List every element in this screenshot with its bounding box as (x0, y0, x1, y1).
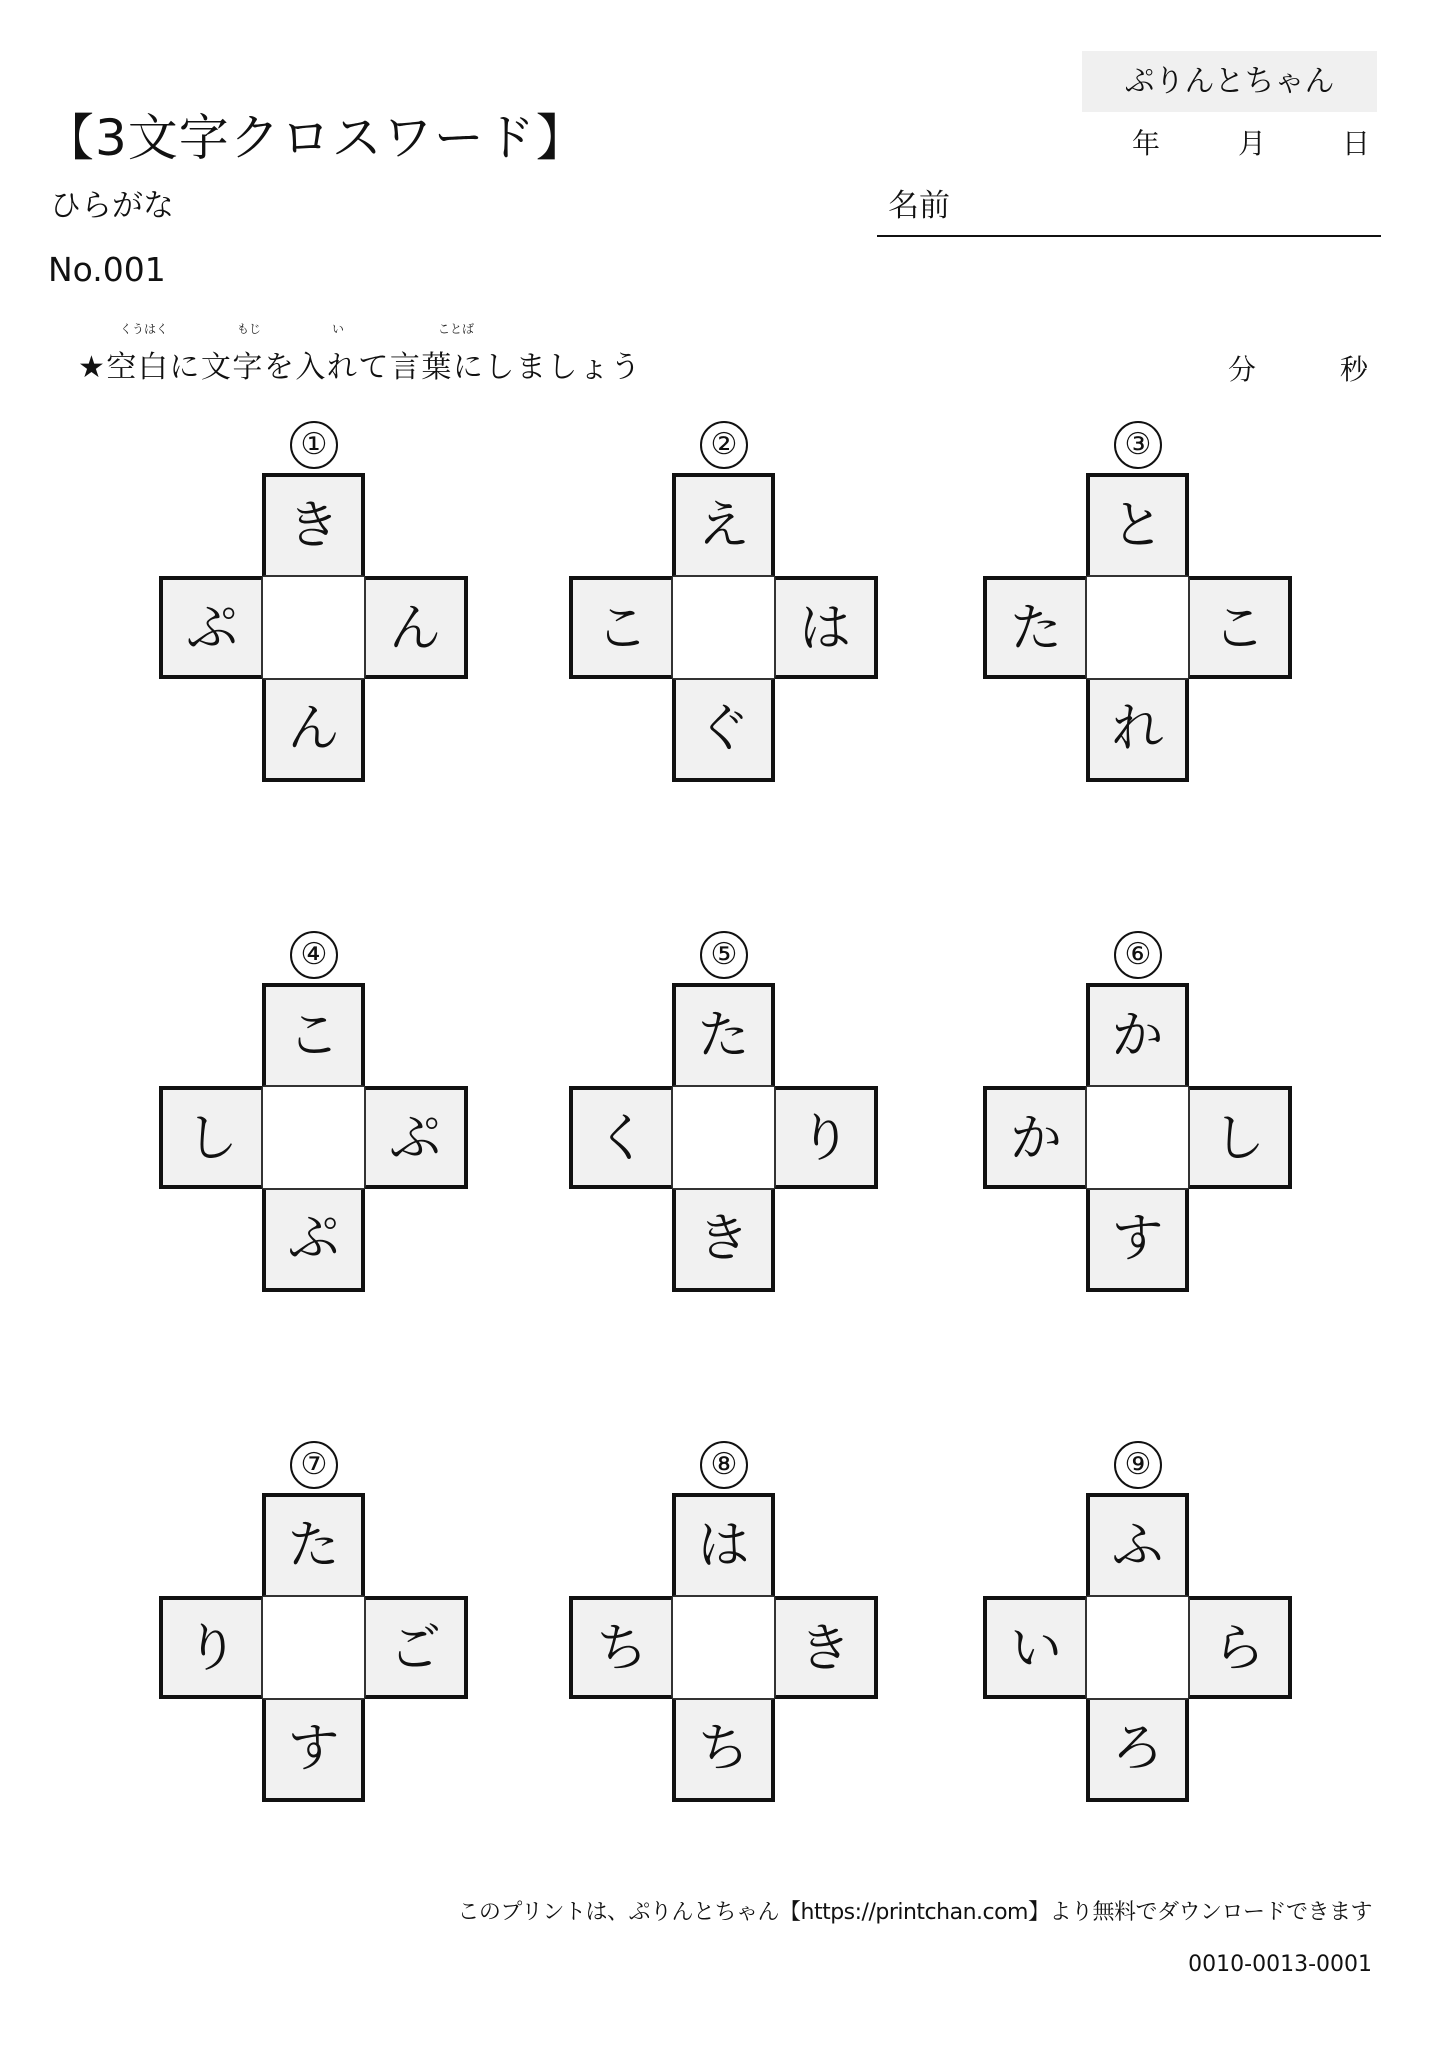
cell-right: ん (365, 576, 468, 679)
name-label: 名前 (888, 188, 950, 224)
cell-top: は (672, 1493, 775, 1596)
cell-top: た (262, 1493, 365, 1596)
footer-note: このプリントは、ぷりんとちゃん【https://printchan.com】より無料でダウンロードできます (457, 1900, 1372, 1925)
cell-top: か (1086, 983, 1189, 1086)
worksheet-number: No.001 (48, 250, 166, 289)
cell-top: き (262, 473, 365, 576)
cell-left: ち (569, 1596, 672, 1699)
puzzle-number: ⑥ (1114, 931, 1162, 979)
cell-left: た (983, 576, 1086, 679)
time-minutes-label: 分 (1228, 353, 1257, 386)
answer-cell[interactable] (262, 576, 365, 679)
answer-cell[interactable] (672, 576, 775, 679)
puzzle-number: ⑨ (1114, 1441, 1162, 1489)
name-field-line[interactable] (877, 235, 1381, 237)
cell-bottom: す (1086, 1189, 1189, 1292)
cell-top: と (1086, 473, 1189, 576)
cell-right: こ (1189, 576, 1292, 679)
cell-left: ぷ (159, 576, 262, 679)
cell-right: は (775, 576, 878, 679)
answer-cell[interactable] (672, 1086, 775, 1189)
instructions-text: ★空白に文字を入れて言葉にしましょう (78, 350, 642, 385)
ruby-i: い (332, 322, 345, 336)
cell-left: く (569, 1086, 672, 1189)
cell-right: き (775, 1596, 878, 1699)
ruby-moji: もじ (237, 322, 262, 336)
puzzle-number: ⑦ (290, 1441, 338, 1489)
cell-top: こ (262, 983, 365, 1086)
answer-cell[interactable] (262, 1086, 365, 1189)
date-year-label: 年 (1132, 127, 1161, 160)
answer-cell[interactable] (1086, 1596, 1189, 1699)
page-title: 【3文字クロスワード】 (44, 109, 587, 167)
crossword-puzzle-7 (159, 1441, 469, 1811)
answer-cell[interactable] (1086, 576, 1189, 679)
cell-right: り (775, 1086, 878, 1189)
cell-top: た (672, 983, 775, 1086)
date-day-label: 日 (1342, 127, 1371, 160)
crossword-puzzle-2 (569, 421, 879, 791)
cell-left: こ (569, 576, 672, 679)
footer-code: 0010-0013-0001 (1188, 1952, 1372, 1977)
crossword-puzzle-9 (983, 1441, 1293, 1811)
crossword-puzzle-5 (569, 931, 879, 1301)
cell-bottom: す (262, 1699, 365, 1802)
cell-bottom: ん (262, 679, 365, 782)
cell-right: ご (365, 1596, 468, 1699)
cell-bottom: ぐ (672, 679, 775, 782)
puzzle-number: ⑧ (700, 1441, 748, 1489)
cell-bottom: れ (1086, 679, 1189, 782)
cell-right: ら (1189, 1596, 1292, 1699)
crossword-puzzle-3 (983, 421, 1293, 791)
crossword-puzzle-8 (569, 1441, 879, 1811)
crossword-puzzle-6 (983, 931, 1293, 1301)
date-month-label: 月 (1238, 127, 1267, 160)
cell-bottom: ろ (1086, 1699, 1189, 1802)
cell-left: し (159, 1086, 262, 1189)
subtitle: ひらがな (50, 188, 174, 224)
answer-cell[interactable] (262, 1596, 365, 1699)
answer-cell[interactable] (1086, 1086, 1189, 1189)
cell-left: い (983, 1596, 1086, 1699)
cell-top: え (672, 473, 775, 576)
cell-left: り (159, 1596, 262, 1699)
cell-bottom: き (672, 1189, 775, 1292)
answer-cell[interactable] (672, 1596, 775, 1699)
puzzle-number: ② (700, 421, 748, 469)
brand-badge: ぷりんとちゃん (1082, 51, 1377, 112)
puzzle-number: ① (290, 421, 338, 469)
puzzle-number: ⑤ (700, 931, 748, 979)
cell-right: ぷ (365, 1086, 468, 1189)
cell-bottom: ち (672, 1699, 775, 1802)
cell-top: ふ (1086, 1493, 1189, 1596)
cell-bottom: ぷ (262, 1189, 365, 1292)
cell-left: か (983, 1086, 1086, 1189)
ruby-kotoba: ことば (438, 322, 475, 336)
puzzle-number: ③ (1114, 421, 1162, 469)
puzzle-number: ④ (290, 931, 338, 979)
crossword-puzzle-1 (159, 421, 469, 791)
cell-right: し (1189, 1086, 1292, 1189)
ruby-kuuhaku: くうはく (120, 322, 169, 336)
time-seconds-label: 秒 (1340, 353, 1369, 386)
crossword-puzzle-4 (159, 931, 469, 1301)
